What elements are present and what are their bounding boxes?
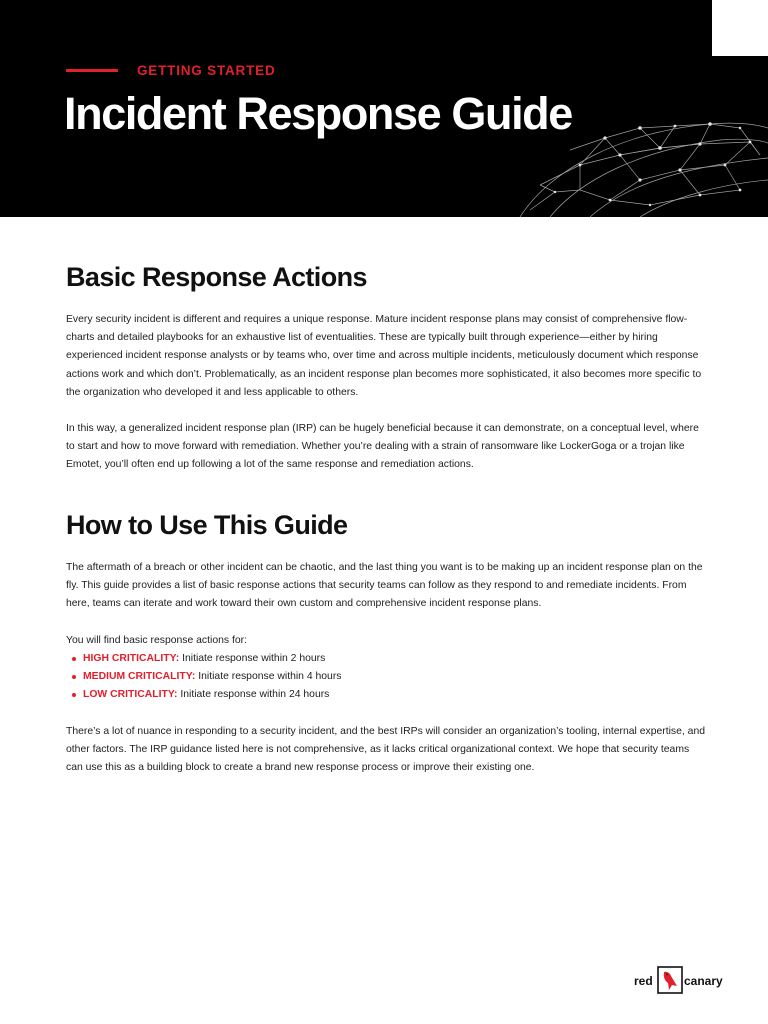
criticality-text: Initiate response within 24 hours [177,689,330,700]
red-canary-logo [634,966,728,996]
paragraph: In this way, a generalized incident response plan (IRP) can be hugely beneficial because it can demonstrate, on a conceptual level, where to start and how to move forward with remediation. Whether you’re dealing with a strain of ransomware like LockerGoga or a trojan like Emotet, you’ll often end up following a lot of the same response and remediation actions. [66,423,699,471]
logo-word-red: red [634,974,653,988]
canary-bird-icon [657,966,683,994]
criticality-text: Initiate response within 2 hours [179,653,326,664]
hero-banner [0,0,768,217]
bullet-icon [72,693,76,697]
criticality-label-medium: MEDIUM CRITICALITY: [83,671,196,682]
logo-word-canary: canary [684,974,723,988]
section-heading-basic-response: Basic Response Actions [66,262,367,292]
criticality-text: Initiate response within 4 hours [195,671,342,682]
kicker-rule [66,69,118,72]
list-item [66,650,342,668]
criticality-list [66,650,342,704]
bullet-icon [72,675,76,679]
paragraph: Every security incident is different and requires a unique response. Mature incident response plans may consist of comprehensive flow-charts and detailed playbooks for an exhaustive list of eventualities. These are typically built through experience—either by hiring experienced incident response analysts or by teams who, over time and across multiple incidents, meticulously document which response actions work and which don’t. Problematically, as an incident response plan becomes more sophisticated, it also becomes more specific to the organization who developed it and less applicable to others. [66,314,702,398]
paragraph: There’s a lot of nuance in responding to a security incident, and the best IRPs will consider an organization’s tooling, internal expertise, and other factors. The IRP guidance listed here is not comprehensive, as it lacks critical organizational context. We hope that security teams can use this as a building block to create a brand new response process or improve their existing one. [66,726,706,774]
list-item [66,686,342,704]
network-globe-graphic [510,110,768,217]
criticality-label-high: HIGH CRITICALITY: [83,653,180,664]
list-intro: You will find basic response actions for: [66,635,247,646]
list-item [66,668,342,686]
paragraph: The aftermath of a breach or other incident can be chaotic, and the last thing you want is to be making up an incident response plan on the fly. This guide provides a list of basic response actions that security teams can follow as they respond to and remediate incidents. From here, teams can iterate and work toward their own custom and comprehensive incident response plans. [66,562,703,610]
criticality-label-low: LOW CRITICALITY: [83,689,178,700]
page-title: Incident Response Guide [64,88,572,139]
kicker-label: GETTING STARTED [137,63,276,78]
bullet-icon [72,657,76,661]
hero-corner-block [712,0,768,56]
section-heading-how-to-use: How to Use This Guide [66,510,348,540]
